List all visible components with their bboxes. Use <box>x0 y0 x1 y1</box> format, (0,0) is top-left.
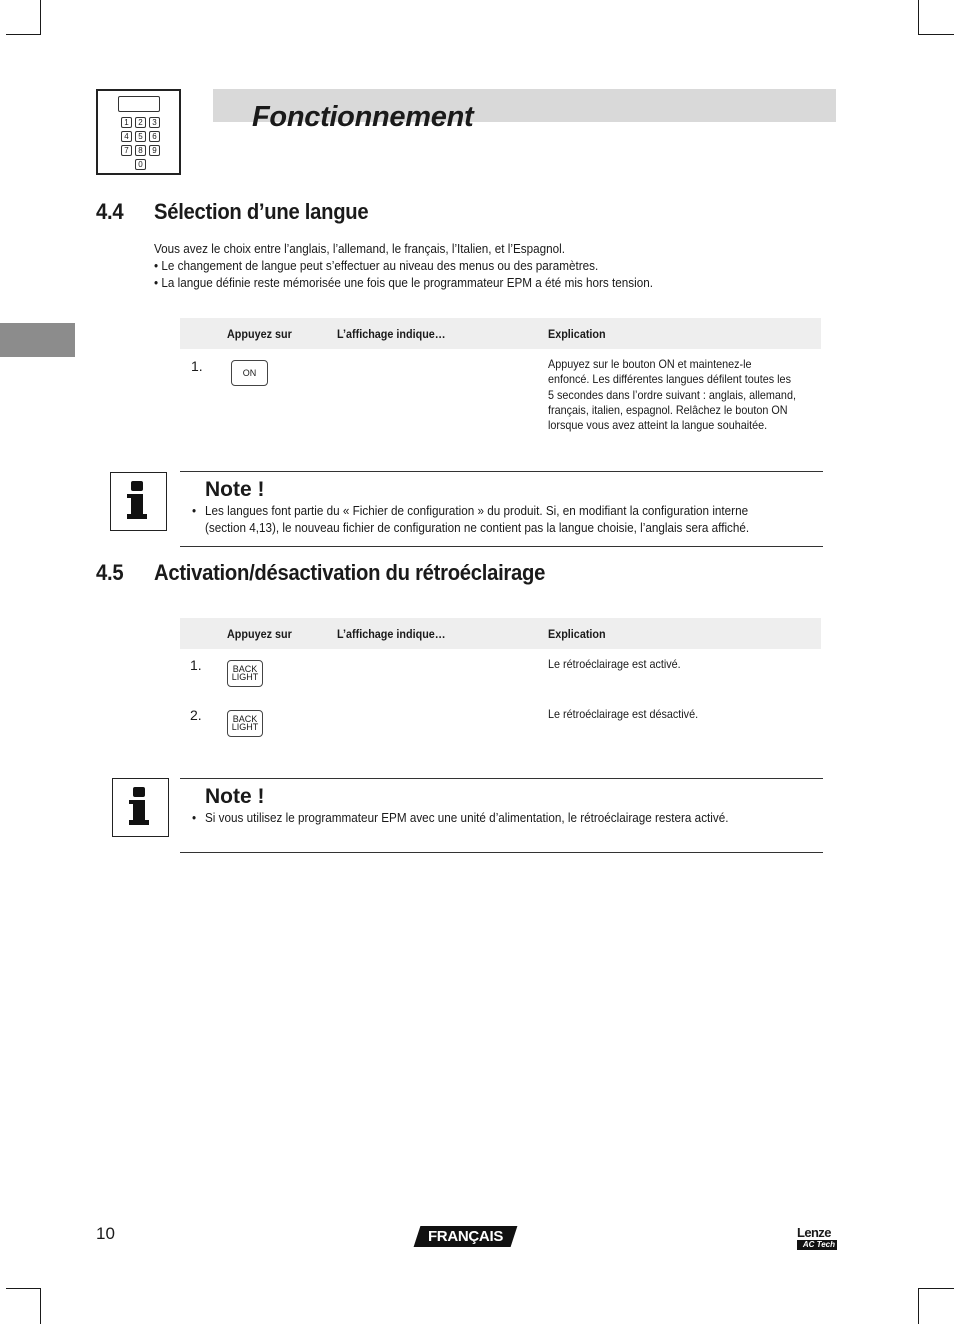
note-text: (section 4,13), le nouveau fichier de configuration ne contient pas la langue choisie, l’anglais sera affiché. <box>205 520 750 535</box>
explanation-line: français, italien, espagnol. Relâchez le bouton ON <box>548 403 788 417</box>
keypad-key: 7 <box>121 145 132 156</box>
button-label: BACK <box>232 664 258 674</box>
language-badge <box>417 1226 514 1247</box>
col-header-press: Appuyez sur <box>227 327 292 341</box>
crop-mark <box>40 0 41 35</box>
note-bottom-rule <box>180 852 823 853</box>
keypad-key: 6 <box>149 131 160 142</box>
keypad-key: 3 <box>149 117 160 128</box>
language-label: FRANÇAIS <box>427 1228 504 1245</box>
col-header-display: L’affichage indique… <box>337 627 446 641</box>
crop-mark <box>6 1288 41 1289</box>
col-header-explanation: Explication <box>548 327 606 341</box>
crop-mark <box>6 34 41 35</box>
crop-mark <box>918 1288 919 1324</box>
note-title: Note ! <box>205 478 265 501</box>
logo-subbrand: AC Tech <box>797 1240 837 1250</box>
logo-brand: Lenze <box>797 1225 831 1240</box>
crop-mark <box>918 0 919 35</box>
explanation-line: Appuyez sur le bouton ON et maintenez-le <box>548 357 752 371</box>
note-bullet: • <box>192 503 197 518</box>
note-text: Si vous utilisez le programmateur EPM avec une unité d’alimentation, le rétroéclairage restera activé. <box>205 810 729 825</box>
explanation-line: Le rétroéclairage est activé. <box>548 657 681 671</box>
backlight-button-icon <box>227 660 263 687</box>
backlight-button-icon <box>227 710 263 737</box>
note-text: Les langues font partie du « Fichier de configuration » du produit. Si, en modifiant la configuration interne <box>205 503 749 518</box>
keypad-key: 1 <box>121 117 132 128</box>
note-top-rule <box>180 471 823 472</box>
section-number: 4.4 <box>96 199 124 224</box>
keypad-icon <box>96 89 181 175</box>
section-tab-marker <box>0 323 75 357</box>
row-number: 2. <box>190 707 202 723</box>
row-number: 1. <box>191 358 203 374</box>
on-button-icon: ON <box>231 360 268 386</box>
intro-line: Vous avez le choix entre l’anglais, l’allemand, le français, l’Italien, et l’Espagnol. <box>154 241 566 256</box>
row-number: 1. <box>190 657 202 673</box>
section-number: 4.5 <box>96 560 124 585</box>
keypad-key: 5 <box>135 131 146 142</box>
explanation-line: 5 secondes dans l’ordre suivant : anglais, allemand, <box>548 388 796 402</box>
intro-bullet: • La langue définie reste mémorisée une fois que le programmateur EPM a été mis hors tension. <box>154 275 654 290</box>
intro-bullet: • Le changement de langue peut s’effectuer au niveau des menus ou des paramètres. <box>154 258 599 273</box>
keypad-key: 0 <box>135 159 146 170</box>
keypad-key: 8 <box>135 145 146 156</box>
col-header-press: Appuyez sur <box>227 627 292 641</box>
explanation-line: enfoncé. Les différentes langues défilent toutes les <box>548 372 791 386</box>
note-title: Note ! <box>205 785 265 808</box>
note-top-rule <box>180 778 823 779</box>
col-header-explanation: Explication <box>548 627 606 641</box>
crop-mark <box>40 1288 41 1324</box>
crop-mark <box>918 1288 954 1289</box>
section-title: Activation/désactivation du rétroéclairage <box>154 560 546 585</box>
keypad-display <box>118 96 160 112</box>
keypad-key: 9 <box>149 145 160 156</box>
page-title: Fonctionnement <box>252 101 474 133</box>
col-header-display: L’affichage indique… <box>337 327 446 341</box>
section-title: Sélection d’une langue <box>154 199 369 224</box>
button-label: BACK <box>232 714 258 724</box>
page-number: 10 <box>96 1224 115 1243</box>
info-icon <box>110 472 167 531</box>
note-bullet: • <box>192 810 197 825</box>
button-label: LIGHT <box>231 722 259 732</box>
keypad-key: 4 <box>121 131 132 142</box>
explanation-line: Le rétroéclairage est désactivé. <box>548 707 699 721</box>
note-bottom-rule <box>180 546 823 547</box>
crop-mark <box>918 34 954 35</box>
explanation-line: lorsque vous avez atteint la langue souhaitée. <box>548 418 768 432</box>
button-label: LIGHT <box>231 672 259 682</box>
lenze-logo <box>797 1226 837 1250</box>
info-icon <box>112 778 169 837</box>
keypad-key: 2 <box>135 117 146 128</box>
